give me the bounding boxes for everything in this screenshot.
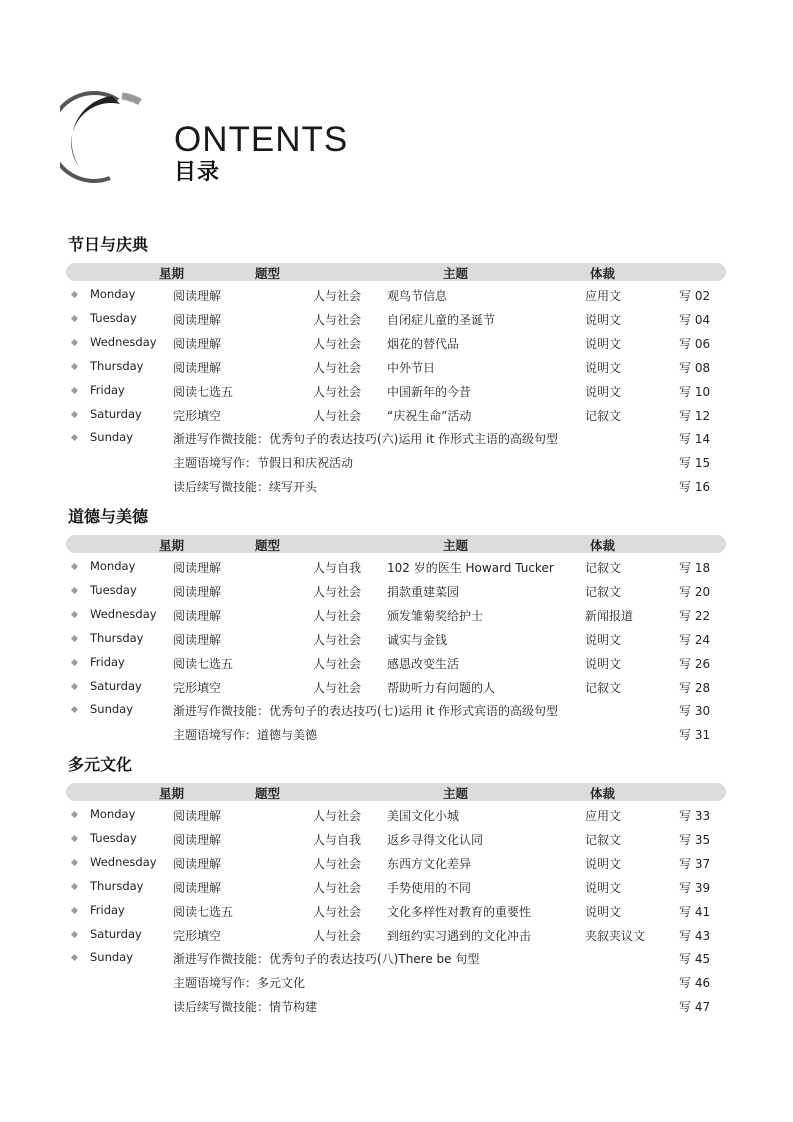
section-title: 节日与庆典	[68, 235, 149, 254]
section-title: 道德与美德	[68, 507, 149, 526]
row-page: 写 45	[679, 952, 711, 967]
row-cat: 人与社会	[313, 904, 362, 919]
row-genre: 夹叙夹议文	[585, 928, 646, 943]
row-genre: 说明文	[585, 904, 622, 919]
row-day: Monday	[90, 287, 136, 301]
row-day: Thursday	[90, 878, 144, 893]
row-theme: “庆祝生命”活动	[387, 408, 472, 423]
row-day: Saturday	[90, 406, 142, 421]
header-day: 星期	[159, 538, 185, 553]
toc-row[interactable]	[0, 877, 793, 897]
row-type: 阅读七选五	[173, 384, 234, 399]
toc-row-writing[interactable]	[0, 972, 793, 992]
row-page: 写 47	[679, 1000, 711, 1015]
row-cat: 人与社会	[313, 880, 362, 895]
toc-row[interactable]	[0, 653, 793, 673]
row-page: 写 28	[679, 680, 711, 695]
toc-row[interactable]	[0, 333, 793, 353]
row-writing-text: 读后续写微技能：续写开头	[173, 480, 318, 495]
row-genre: 记叙文	[585, 408, 622, 423]
header-genre: 体裁	[590, 538, 616, 553]
header-type: 题型	[255, 786, 281, 801]
toc-row[interactable]	[0, 901, 793, 921]
row-page: 写 39	[679, 880, 711, 895]
row-day: Friday	[90, 902, 125, 917]
row-cat: 人与社会	[313, 608, 362, 623]
bullet-diamond-icon	[71, 930, 78, 937]
toc-row[interactable]	[0, 677, 793, 697]
row-cat: 人与社会	[313, 336, 362, 351]
row-day: Sunday	[90, 950, 134, 965]
toc-row[interactable]	[0, 357, 793, 377]
row-genre: 说明文	[585, 856, 622, 871]
row-page: 写 18	[679, 561, 711, 575]
row-page: 写 14	[679, 432, 711, 447]
row-type: 阅读理解	[173, 289, 222, 303]
bullet-diamond-icon	[71, 339, 78, 346]
row-cat: 人与社会	[313, 408, 362, 423]
bullet-diamond-icon	[71, 587, 78, 594]
row-genre: 说明文	[585, 336, 622, 351]
row-theme: 102 岁的医生 Howard Tucker	[387, 561, 554, 575]
row-genre: 说明文	[585, 312, 622, 327]
row-page: 写 31	[679, 728, 711, 743]
row-cat: 人与自我	[313, 561, 362, 575]
row-type: 阅读理解	[173, 584, 222, 599]
row-day: Saturday	[90, 926, 142, 941]
bullet-diamond-icon	[71, 611, 78, 618]
bullet-diamond-icon	[71, 859, 78, 866]
toc-row-writing[interactable]	[0, 948, 793, 968]
toc-row[interactable]	[0, 405, 793, 425]
contents-logo	[60, 88, 349, 188]
row-type: 阅读理解	[173, 336, 222, 351]
row-genre: 记叙文	[585, 832, 622, 847]
row-cat: 人与社会	[313, 656, 362, 671]
row-page: 写 10	[679, 384, 711, 399]
toc-row-writing[interactable]	[0, 452, 793, 472]
row-genre: 应用文	[585, 289, 622, 303]
row-page: 写 22	[679, 608, 711, 623]
bullet-diamond-icon	[71, 563, 78, 570]
row-genre: 说明文	[585, 656, 622, 671]
row-genre: 应用文	[585, 809, 622, 823]
header-genre: 体裁	[590, 266, 616, 281]
column-header-bar	[66, 535, 726, 553]
header-type: 题型	[255, 538, 281, 553]
row-day: Tuesday	[90, 830, 137, 845]
row-day: Thursday	[90, 630, 144, 645]
logo-arc-icon	[60, 88, 180, 188]
toc-row[interactable]	[0, 581, 793, 601]
row-genre: 说明文	[585, 880, 622, 895]
toc-row-writing[interactable]	[0, 428, 793, 448]
row-writing-text: 主题语境写作：节假日和庆祝活动	[173, 456, 354, 471]
row-type: 阅读理解	[173, 856, 222, 871]
toc-row[interactable]	[0, 285, 793, 305]
row-day: Sunday	[90, 430, 134, 445]
row-theme: 感恩改变生活	[387, 656, 460, 671]
row-type: 阅读理解	[173, 880, 222, 895]
row-type: 阅读理解	[173, 561, 222, 575]
toc-row[interactable]	[0, 853, 793, 873]
header-theme: 主题	[443, 538, 469, 553]
row-cat: 人与自我	[313, 832, 362, 847]
row-type: 阅读七选五	[173, 904, 234, 919]
row-theme: 观鸟节信息	[387, 289, 448, 303]
row-cat: 人与社会	[313, 809, 362, 823]
row-type: 阅读理解	[173, 360, 222, 375]
bullet-diamond-icon	[71, 907, 78, 914]
row-writing-text: 主题语境写作：多元文化	[173, 976, 306, 991]
row-page: 写 16	[679, 480, 711, 495]
logo-cn: 目录	[174, 160, 221, 185]
section-title: 多元文化	[68, 755, 133, 774]
row-cat: 人与社会	[313, 928, 362, 943]
bullet-diamond-icon	[71, 363, 78, 370]
row-cat: 人与社会	[313, 360, 362, 375]
row-day: Tuesday	[90, 582, 137, 597]
bullet-diamond-icon	[71, 635, 78, 642]
row-page: 写 08	[679, 360, 711, 375]
row-cat: 人与社会	[313, 680, 362, 695]
bullet-diamond-icon	[71, 291, 78, 298]
row-theme: 自闭症儿童的圣诞节	[387, 312, 496, 327]
row-page: 写 41	[679, 904, 711, 919]
row-page: 写 26	[679, 656, 711, 671]
row-type: 完形填空	[173, 408, 222, 423]
row-page: 写 33	[679, 809, 711, 823]
toc-row[interactable]	[0, 605, 793, 625]
bullet-diamond-icon	[71, 883, 78, 890]
row-theme: 中外节日	[387, 360, 436, 375]
row-theme: 文化多样性对教育的重要性	[387, 904, 532, 919]
row-genre: 记叙文	[585, 561, 622, 575]
row-page: 写 15	[679, 456, 711, 471]
row-day: Tuesday	[90, 310, 137, 325]
row-day: Sunday	[90, 702, 134, 717]
row-day: Wednesday	[90, 606, 157, 621]
bullet-diamond-icon	[71, 811, 78, 818]
row-day: Friday	[90, 382, 125, 397]
row-theme: 手势使用的不同	[387, 880, 472, 895]
bullet-diamond-icon	[71, 659, 78, 666]
row-genre: 说明文	[585, 384, 622, 399]
header-day: 星期	[159, 266, 185, 281]
row-page: 写 20	[679, 584, 711, 599]
row-theme: 捐款重建菜园	[387, 584, 460, 599]
row-theme: 颁发雏菊奖给护士	[387, 608, 484, 623]
toc-row[interactable]	[0, 925, 793, 945]
row-page: 写 02	[679, 289, 711, 303]
header-genre: 体裁	[590, 786, 616, 801]
row-theme: 美国文化小城	[387, 809, 460, 823]
toc-row-writing[interactable]	[0, 476, 793, 496]
toc-row[interactable]	[0, 557, 793, 577]
header-theme: 主题	[443, 266, 469, 281]
row-genre: 新闻报道	[585, 608, 634, 623]
row-type: 阅读理解	[173, 632, 222, 647]
row-theme: 中国新年的今昔	[387, 384, 472, 399]
row-page: 写 43	[679, 928, 711, 943]
row-cat: 人与社会	[313, 632, 362, 647]
row-theme: 返乡寻得文化认同	[387, 832, 484, 847]
logo-text: ONTENTS	[174, 120, 349, 159]
header-day: 星期	[159, 786, 185, 801]
row-theme: 烟花的替代品	[387, 336, 460, 351]
row-day: Friday	[90, 654, 125, 669]
row-type: 阅读理解	[173, 809, 222, 823]
row-day: Wednesday	[90, 854, 157, 869]
toc-row[interactable]	[0, 829, 793, 849]
row-writing-text: 读后续写微技能：情节构建	[173, 1000, 318, 1015]
bullet-diamond-icon	[71, 682, 78, 689]
row-day: Saturday	[90, 678, 142, 693]
row-genre: 记叙文	[585, 680, 622, 695]
bullet-diamond-icon	[71, 434, 78, 441]
row-theme: 帮助听力有问题的人	[387, 680, 496, 695]
row-page: 写 46	[679, 976, 711, 991]
row-page: 写 04	[679, 312, 711, 327]
toc-row[interactable]	[0, 309, 793, 329]
toc-row[interactable]	[0, 629, 793, 649]
toc-row[interactable]	[0, 381, 793, 401]
toc-row-writing[interactable]	[0, 700, 793, 720]
row-page: 写 37	[679, 856, 711, 871]
row-page: 写 06	[679, 336, 711, 351]
row-page: 写 30	[679, 704, 711, 719]
row-genre: 说明文	[585, 632, 622, 647]
row-day: Monday	[90, 559, 136, 573]
row-writing-text: 渐进写作微技能：优秀句子的表达技巧(七)运用 it 作形式宾语的高级句型	[173, 704, 559, 719]
row-cat: 人与社会	[313, 312, 362, 327]
row-cat: 人与社会	[313, 584, 362, 599]
row-day: Thursday	[90, 358, 144, 373]
row-writing-text: 渐进写作微技能：优秀句子的表达技巧(八)There be 句型	[173, 952, 480, 967]
row-writing-text: 主题语境写作：道德与美德	[173, 728, 318, 743]
row-day: Wednesday	[90, 334, 157, 349]
toc-row-writing[interactable]	[0, 724, 793, 744]
bullet-diamond-icon	[71, 835, 78, 842]
row-theme: 到纽约实习遇到的文化冲击	[387, 928, 532, 943]
row-cat: 人与社会	[313, 856, 362, 871]
bullet-diamond-icon	[71, 954, 78, 961]
header-type: 题型	[255, 266, 281, 281]
bullet-diamond-icon	[71, 315, 78, 322]
row-type: 阅读理解	[173, 832, 222, 847]
bullet-diamond-icon	[71, 410, 78, 417]
row-genre: 说明文	[585, 360, 622, 375]
row-day: Monday	[90, 807, 136, 821]
bullet-diamond-icon	[71, 387, 78, 394]
row-type: 完形填空	[173, 928, 222, 943]
row-page: 写 35	[679, 832, 711, 847]
row-type: 完形填空	[173, 680, 222, 695]
column-header-bar	[66, 783, 726, 801]
row-genre: 记叙文	[585, 584, 622, 599]
row-type: 阅读七选五	[173, 656, 234, 671]
row-cat: 人与社会	[313, 384, 362, 399]
toc-row-writing[interactable]	[0, 996, 793, 1016]
toc-row[interactable]	[0, 805, 793, 825]
row-type: 阅读理解	[173, 312, 222, 327]
row-type: 阅读理解	[173, 608, 222, 623]
header-theme: 主题	[443, 786, 469, 801]
row-theme: 东西方文化差异	[387, 856, 472, 871]
column-header-bar	[66, 263, 726, 281]
row-writing-text: 渐进写作微技能：优秀句子的表达技巧(六)运用 it 作形式主语的高级句型	[173, 432, 559, 447]
row-theme: 诚实与金钱	[387, 632, 448, 647]
row-cat: 人与社会	[313, 289, 362, 303]
row-page: 写 12	[679, 408, 711, 423]
row-page: 写 24	[679, 632, 711, 647]
bullet-diamond-icon	[71, 706, 78, 713]
